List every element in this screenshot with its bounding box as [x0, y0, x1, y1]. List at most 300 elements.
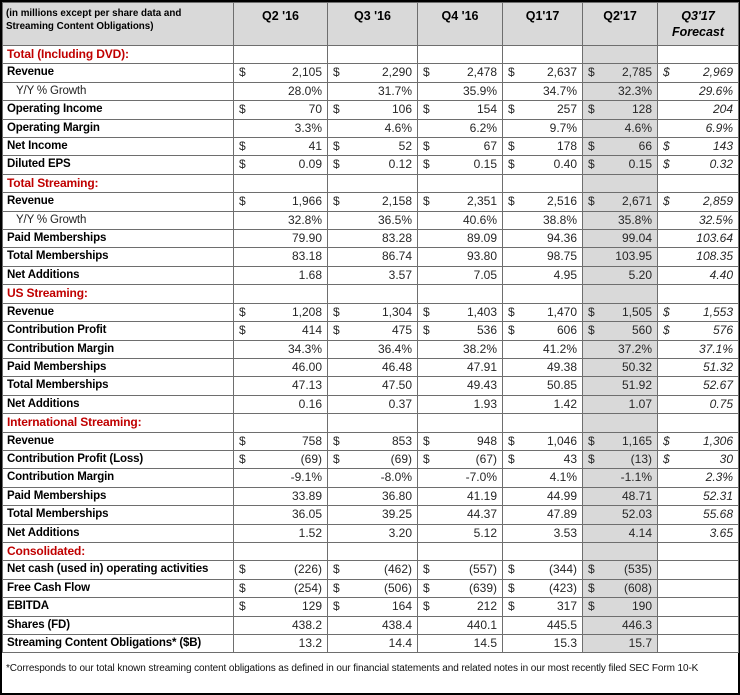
metric-label: Revenue — [3, 64, 234, 82]
metric-cell — [503, 432, 583, 450]
metric-cell — [418, 635, 503, 653]
metric-value: 1.07 — [628, 396, 652, 411]
metric-cell — [328, 82, 418, 100]
metric-value: 560 — [631, 323, 652, 338]
currency-symbol: $ — [239, 102, 246, 117]
metric-value: 0.15 — [473, 157, 497, 172]
metric-value: 3.53 — [553, 525, 577, 540]
metric-value: 6.2% — [469, 120, 497, 135]
metric-cell — [583, 266, 658, 284]
currency-symbol: $ — [423, 102, 430, 117]
metric-cell — [234, 64, 328, 82]
metric-cell — [503, 266, 583, 284]
currency-symbol: $ — [239, 157, 246, 172]
metric-value: 41.19 — [466, 488, 497, 503]
metric-cell — [418, 230, 503, 248]
metric-cell — [418, 542, 503, 560]
metric-cell — [234, 561, 328, 579]
currency-symbol: $ — [588, 323, 595, 338]
metric-cell — [234, 211, 328, 229]
currency-symbol: $ — [588, 599, 595, 614]
metric-value: 1,208 — [291, 304, 322, 319]
metric-value: 1,966 — [291, 194, 322, 209]
metric-value: 5.20 — [628, 267, 652, 282]
metric-cell — [328, 469, 418, 487]
metric-value: 83.18 — [291, 249, 322, 264]
currency-symbol: $ — [588, 433, 595, 448]
metric-cell — [503, 561, 583, 579]
metric-cell — [583, 303, 658, 321]
metric-label: Net Income — [3, 138, 234, 156]
metric-value: 438.2 — [291, 617, 322, 632]
metric-cell — [418, 358, 503, 376]
metric-cell — [328, 266, 418, 284]
metric-cell — [418, 506, 503, 524]
metric-cell — [583, 340, 658, 358]
metric-cell — [503, 340, 583, 358]
col-header-q1-17: Q1'17 — [503, 3, 583, 46]
metric-label: Revenue — [3, 432, 234, 450]
metric-cell — [658, 285, 739, 303]
metric-cell — [658, 635, 739, 653]
currency-symbol: $ — [588, 102, 595, 117]
metric-cell — [328, 450, 418, 468]
metric-value: -8.0% — [380, 470, 412, 485]
metric-value: 475 — [391, 323, 412, 338]
metric-cell — [328, 395, 418, 413]
metric-row — [3, 579, 739, 597]
metric-value: 86.74 — [381, 249, 412, 264]
metric-cell — [658, 322, 739, 340]
metric-value: 2,516 — [546, 194, 577, 209]
currency-symbol: $ — [239, 139, 246, 154]
metric-cell — [583, 322, 658, 340]
currency-symbol: $ — [333, 451, 340, 466]
metric-cell — [418, 174, 503, 192]
currency-symbol: $ — [239, 451, 246, 466]
metric-value: 212 — [476, 599, 497, 614]
metric-row — [3, 101, 739, 119]
currency-symbol: $ — [423, 562, 430, 577]
currency-symbol: $ — [508, 433, 515, 448]
metric-row — [3, 211, 739, 229]
col-header-q2-17: Q2'17 — [583, 3, 658, 46]
metric-cell — [583, 156, 658, 174]
currency-symbol: $ — [423, 599, 430, 614]
metric-cell — [328, 119, 418, 137]
section-label: Total Streaming: — [3, 174, 234, 192]
metric-cell — [503, 579, 583, 597]
metric-cell — [658, 469, 739, 487]
metric-cell — [234, 193, 328, 211]
metric-value: (535) — [623, 562, 652, 577]
currency-symbol: $ — [663, 451, 670, 466]
col-header-q3-17-forecast: Q3'17 Forecast — [658, 3, 739, 46]
section-header-row — [3, 46, 739, 64]
metric-cell — [418, 248, 503, 266]
metric-cell — [418, 432, 503, 450]
metric-cell — [658, 211, 739, 229]
metric-label: Net Additions — [3, 524, 234, 542]
metric-label: Contribution Margin — [3, 469, 234, 487]
metric-label: Paid Memberships — [3, 487, 234, 505]
metric-cell — [503, 211, 583, 229]
metric-cell — [418, 598, 503, 616]
metric-cell — [418, 561, 503, 579]
metric-value: 440.1 — [466, 617, 497, 632]
metric-cell — [418, 101, 503, 119]
currency-symbol: $ — [663, 194, 670, 209]
currency-symbol: $ — [508, 157, 515, 172]
currency-symbol: $ — [423, 304, 430, 319]
metric-cell — [503, 82, 583, 100]
currency-symbol: $ — [663, 139, 670, 154]
metric-value: (462) — [383, 562, 412, 577]
currency-symbol: $ — [423, 580, 430, 595]
metric-value: 79.90 — [291, 231, 322, 246]
metric-value: 52.03 — [621, 507, 652, 522]
metric-value: 46.00 — [291, 359, 322, 374]
metric-value: 44.37 — [466, 507, 497, 522]
metric-label: Y/Y % Growth — [3, 211, 234, 229]
metric-value: 40.6% — [462, 212, 497, 227]
currency-symbol: $ — [508, 323, 515, 338]
metric-value: 2,158 — [381, 194, 412, 209]
metric-value: 35.9% — [462, 83, 497, 98]
metric-cell — [658, 561, 739, 579]
metric-cell — [234, 635, 328, 653]
metric-cell — [583, 82, 658, 100]
metric-cell — [583, 469, 658, 487]
metric-value: 31.7% — [377, 83, 412, 98]
metric-cell — [234, 340, 328, 358]
currency-symbol: $ — [588, 562, 595, 577]
metric-cell — [503, 358, 583, 376]
currency-symbol: $ — [333, 562, 340, 577]
metric-row — [3, 340, 739, 358]
currency-symbol: $ — [663, 157, 670, 172]
metric-cell — [234, 487, 328, 505]
metric-cell — [418, 119, 503, 137]
metric-cell — [503, 230, 583, 248]
section-label: International Streaming: — [3, 414, 234, 432]
metric-value: 52 — [398, 139, 412, 154]
metric-value: 38.8% — [542, 212, 577, 227]
metric-row — [3, 156, 739, 174]
metric-cell — [658, 579, 739, 597]
metric-value: 4.95 — [553, 267, 577, 282]
metric-label: Paid Memberships — [3, 358, 234, 376]
metric-label: Total Memberships — [3, 506, 234, 524]
metric-value: 190 — [631, 599, 652, 614]
metric-cell — [503, 487, 583, 505]
metric-value: 48.71 — [621, 488, 652, 503]
metric-value: 32.3% — [617, 83, 652, 98]
metric-cell — [503, 506, 583, 524]
currency-symbol: $ — [239, 65, 246, 80]
metric-value: 106 — [391, 102, 412, 117]
metric-cell — [658, 303, 739, 321]
currency-symbol: $ — [423, 323, 430, 338]
metric-cell — [234, 46, 328, 64]
currency-symbol: $ — [508, 562, 515, 577]
metric-value: 50.32 — [621, 359, 652, 374]
metric-cell — [503, 46, 583, 64]
metric-cell — [328, 101, 418, 119]
metric-value: 89.09 — [466, 231, 497, 246]
metric-cell — [503, 450, 583, 468]
metric-cell — [503, 174, 583, 192]
metric-label: Total Memberships — [3, 377, 234, 395]
metric-cell — [658, 358, 739, 376]
currency-symbol: $ — [508, 102, 515, 117]
metric-value: 15.3 — [553, 636, 577, 650]
metric-value: (639) — [468, 580, 497, 595]
section-header-row — [3, 285, 739, 303]
metric-cell — [328, 598, 418, 616]
metric-cell — [328, 174, 418, 192]
currency-symbol: $ — [333, 65, 340, 80]
metric-cell — [418, 377, 503, 395]
metric-row — [3, 193, 739, 211]
section-header-row — [3, 542, 739, 560]
metric-cell — [328, 414, 418, 432]
metric-cell — [583, 635, 658, 653]
metric-cell — [234, 450, 328, 468]
currency-symbol: $ — [239, 304, 246, 319]
metric-value: (69) — [390, 451, 412, 466]
metric-cell — [328, 377, 418, 395]
metric-cell — [503, 193, 583, 211]
metric-cell — [234, 174, 328, 192]
metric-cell — [583, 450, 658, 468]
currency-symbol: $ — [588, 194, 595, 209]
metric-value: 2,859 — [702, 194, 733, 209]
metric-value: 3.57 — [388, 267, 412, 282]
currency-symbol: $ — [588, 304, 595, 319]
metric-cell — [234, 82, 328, 100]
metric-value: 47.91 — [466, 359, 497, 374]
metric-value: 164 — [391, 599, 412, 614]
metric-label: EBITDA — [3, 598, 234, 616]
footnote: *Corresponds to our total known streaming content obligations as defined in our financial statements and related notes in our most recently filed SEC Form 10-K — [6, 663, 699, 675]
metric-cell — [503, 469, 583, 487]
metric-value: 99.04 — [621, 231, 652, 246]
metric-label: Operating Income — [3, 101, 234, 119]
metric-cell — [234, 230, 328, 248]
metric-cell — [658, 266, 739, 284]
metric-row — [3, 506, 739, 524]
metric-value: 4.40 — [709, 267, 733, 282]
metric-label: Contribution Profit — [3, 322, 234, 340]
metric-value: 143 — [712, 139, 733, 154]
metric-cell — [234, 616, 328, 634]
col-header-q4-16: Q4 '16 — [418, 3, 503, 46]
metric-value: 52.31 — [702, 488, 733, 503]
metric-cell — [503, 101, 583, 119]
metric-cell — [328, 64, 418, 82]
metric-cell — [328, 248, 418, 266]
metric-value: 0.16 — [298, 396, 322, 411]
metric-cell — [503, 248, 583, 266]
metric-cell — [658, 119, 739, 137]
metric-value: 536 — [476, 323, 497, 338]
metric-cell — [328, 616, 418, 634]
metric-cell — [658, 487, 739, 505]
metric-row — [3, 395, 739, 413]
metric-value: 1,046 — [546, 433, 577, 448]
metric-cell — [503, 377, 583, 395]
currency-symbol: $ — [508, 304, 515, 319]
metric-cell — [658, 524, 739, 542]
metric-cell — [418, 64, 503, 82]
metric-cell — [503, 156, 583, 174]
metric-value: (13) — [630, 451, 652, 466]
currency-symbol: $ — [333, 433, 340, 448]
metric-value: 1.52 — [298, 525, 322, 540]
currency-symbol: $ — [333, 304, 340, 319]
metric-cell — [418, 46, 503, 64]
metric-value: 28.0% — [287, 83, 322, 98]
metric-cell — [328, 542, 418, 560]
metric-cell — [583, 616, 658, 634]
metric-cell — [328, 193, 418, 211]
currency-symbol: $ — [333, 157, 340, 172]
currency-symbol: $ — [423, 194, 430, 209]
metric-label: Contribution Margin — [3, 340, 234, 358]
metric-cell — [328, 303, 418, 321]
metric-value: 1,304 — [381, 304, 412, 319]
metric-value: 0.37 — [388, 396, 412, 411]
metric-value: 154 — [476, 102, 497, 117]
metric-value: 1,306 — [702, 433, 733, 448]
metric-cell — [234, 377, 328, 395]
metric-value: -9.1% — [290, 470, 322, 485]
metric-cell — [234, 542, 328, 560]
metric-value: 178 — [556, 139, 577, 154]
metric-value: 445.5 — [546, 617, 577, 632]
metric-cell — [658, 542, 739, 560]
metric-row — [3, 377, 739, 395]
metric-cell — [658, 101, 739, 119]
metric-value: 2,785 — [621, 65, 652, 80]
metric-value: 2,351 — [466, 194, 497, 209]
metric-cell — [583, 358, 658, 376]
metric-value: 4.6% — [624, 120, 652, 135]
metric-value: 36.5% — [377, 212, 412, 227]
quarterly-results-table — [2, 2, 739, 653]
metric-value: (226) — [293, 562, 322, 577]
metric-value: 2,969 — [702, 65, 733, 80]
metric-row — [3, 616, 739, 634]
metric-row — [3, 450, 739, 468]
metric-cell — [583, 506, 658, 524]
metric-value: 50.85 — [546, 378, 577, 393]
metric-cell — [583, 46, 658, 64]
metric-label: Net cash (used in) operating activities — [3, 561, 234, 579]
metric-cell — [418, 266, 503, 284]
metric-value: 37.1% — [698, 341, 733, 356]
metric-cell — [658, 598, 739, 616]
metric-value: 83.28 — [381, 231, 412, 246]
metric-label: Contribution Profit (Loss) — [3, 450, 234, 468]
currency-symbol: $ — [239, 599, 246, 614]
metric-cell — [583, 119, 658, 137]
metric-cell — [418, 487, 503, 505]
metric-cell — [418, 193, 503, 211]
currency-symbol: $ — [239, 580, 246, 595]
metric-cell — [234, 395, 328, 413]
metric-cell — [328, 524, 418, 542]
metric-value: 14.4 — [388, 636, 412, 650]
metric-cell — [583, 487, 658, 505]
metric-cell — [418, 524, 503, 542]
metric-value: 15.7 — [628, 636, 652, 650]
metric-row — [3, 469, 739, 487]
currency-symbol: $ — [663, 323, 670, 338]
units-note-line2: Streaming Content Obligations) — [6, 21, 154, 32]
currency-symbol: $ — [239, 323, 246, 338]
metric-label: Net Additions — [3, 266, 234, 284]
metric-value: 41.2% — [542, 341, 577, 356]
metric-cell — [234, 303, 328, 321]
metric-cell — [583, 211, 658, 229]
col-header-q2-16: Q2 '16 — [234, 3, 328, 46]
metric-cell — [583, 542, 658, 560]
metric-cell — [503, 395, 583, 413]
metric-cell — [234, 432, 328, 450]
currency-symbol: $ — [588, 157, 595, 172]
metric-value: 39.25 — [381, 507, 412, 522]
metric-value: (506) — [383, 580, 412, 595]
currency-symbol: $ — [588, 139, 595, 154]
metric-value: 0.40 — [553, 157, 577, 172]
metric-value: 35.8% — [617, 212, 652, 227]
metric-value: 55.68 — [702, 507, 733, 522]
metric-value: 1,553 — [702, 304, 733, 319]
metric-cell — [234, 524, 328, 542]
metric-value: (69) — [300, 451, 322, 466]
metric-cell — [658, 46, 739, 64]
metric-cell — [658, 193, 739, 211]
metric-value: 4.6% — [384, 120, 412, 135]
metric-row — [3, 635, 739, 653]
metric-value: 41 — [308, 139, 322, 154]
metric-label: Total Memberships — [3, 248, 234, 266]
metric-label: Shares (FD) — [3, 616, 234, 634]
metric-row — [3, 322, 739, 340]
metric-value: 44.99 — [546, 488, 577, 503]
metric-row — [3, 119, 739, 137]
metric-cell — [418, 322, 503, 340]
currency-symbol: $ — [588, 451, 595, 466]
metric-value: 49.43 — [466, 378, 497, 393]
metric-cell — [583, 561, 658, 579]
metric-value: 98.75 — [546, 249, 577, 264]
metric-value: 32.8% — [287, 212, 322, 227]
metric-value: 438.4 — [381, 617, 412, 632]
currency-symbol: $ — [239, 194, 246, 209]
metric-cell — [583, 524, 658, 542]
metric-value: (608) — [623, 580, 652, 595]
metric-cell — [234, 414, 328, 432]
metric-cell — [658, 432, 739, 450]
metric-value: 7.05 — [473, 267, 497, 282]
metric-cell — [658, 230, 739, 248]
metric-value: 1.68 — [298, 267, 322, 282]
metric-value: 36.05 — [291, 507, 322, 522]
metric-row — [3, 230, 739, 248]
